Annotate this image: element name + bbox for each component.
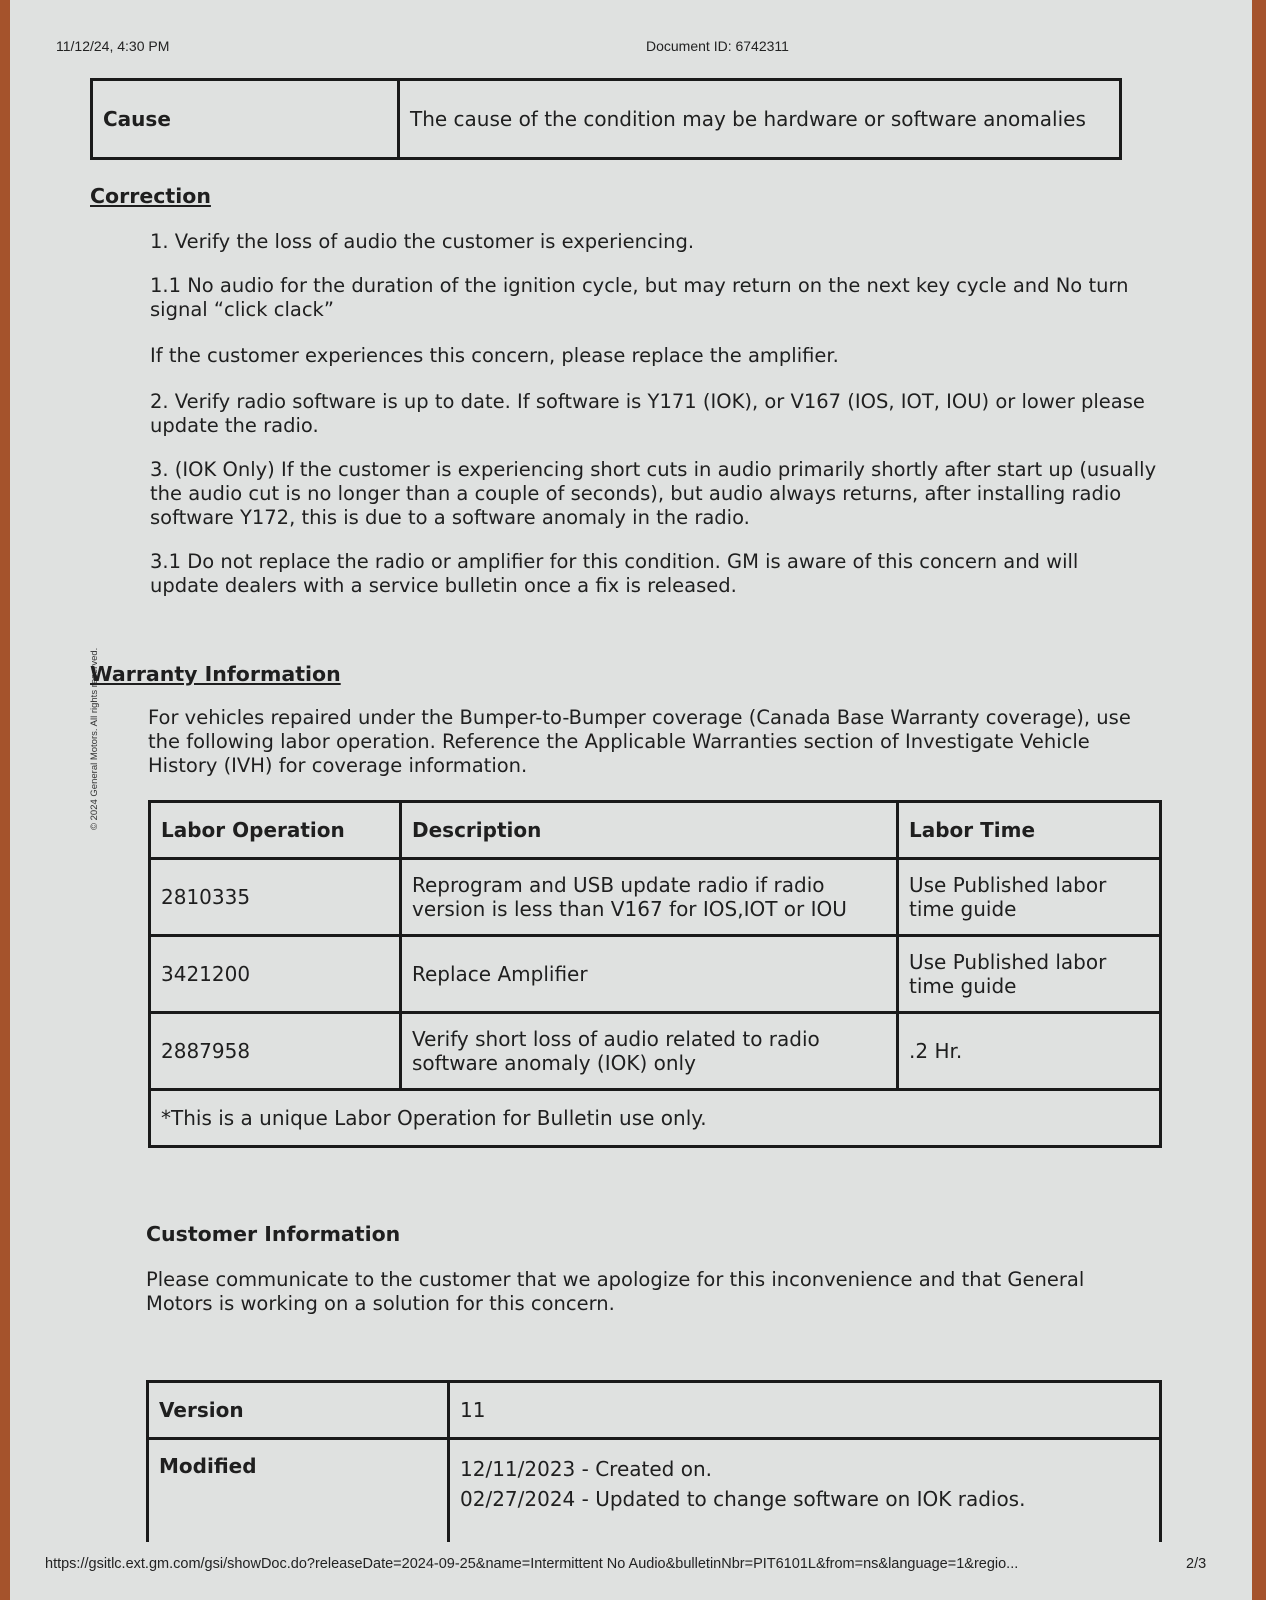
cause-table xyxy=(90,78,1122,160)
labor-table-footnote-row xyxy=(150,1090,1161,1147)
modified-row xyxy=(148,1439,1161,1543)
document-id: Document ID: 6742311 xyxy=(646,38,789,54)
version-value: 11 xyxy=(449,1382,1161,1439)
cause-row xyxy=(92,80,1121,159)
column-header-labor-operation: Labor Operation xyxy=(150,802,401,859)
labor-time-cell: .2 Hr. xyxy=(898,1013,1161,1090)
version-row xyxy=(148,1382,1161,1439)
version-label: Version xyxy=(148,1382,449,1439)
copyright-notice: © 2024 General Motors. All rights reserved. xyxy=(89,647,100,830)
labor-time-cell: Use Published labor time guide xyxy=(898,936,1161,1013)
modified-entry: 12/11/2023 - Created on. xyxy=(460,1457,712,1481)
cause-text: The cause of the condition may be hardware or software anomalies xyxy=(399,80,1121,159)
correction-step-3: 3. (IOK Only) If the customer is experiencing short cuts in audio primarily shortly after start up (usually the audio cut is no longer than a couple of seconds), but audio always returns, after installing radio software Y172, this is due to a software anomaly in the radio. xyxy=(150,458,1157,529)
warranty-intro: For vehicles repaired under the Bumper-to-Bumper coverage (Canada Base Warranty coverage), use the following labor operation. Reference the Applicable Warranties section of Investigate Vehicle History (IVH) for coverage information. xyxy=(148,706,1131,777)
modified-entry: 02/27/2024 - Updated to change software on IOK radios. xyxy=(460,1487,1026,1511)
labor-table xyxy=(148,800,1162,1148)
page-number: 2/3 xyxy=(1186,1556,1207,1572)
correction-step-1-1: 1.1 No audio for the duration of the ignition cycle, but may return on the next key cycle and No turn signal “click clack” xyxy=(150,274,1129,321)
warranty-heading: Warranty Information xyxy=(90,662,341,686)
correction-step-3-1: 3.1 Do not replace the radio or amplifier for this condition. GM is aware of this concern and will update dealers with a service bulletin once a fix is released. xyxy=(150,550,1079,597)
print-timestamp: 11/12/24, 4:30 PM xyxy=(56,38,170,54)
description-cell: Replace Amplifier xyxy=(401,936,898,1013)
footer-url: https://gsitlc.ext.gm.com/gsi/showDoc.do?releaseDate=2024-09-25&name=Intermittent No Audio&bulletinNbr=PIT6101L&from=ns&language=1&regio... xyxy=(45,1556,1019,1572)
customer-info-heading: Customer Information xyxy=(146,1222,401,1246)
column-header-description: Description xyxy=(401,802,898,859)
cause-label: Cause xyxy=(92,80,399,159)
labor-time-cell: Use Published labor time guide xyxy=(898,859,1161,936)
correction-heading: Correction xyxy=(90,184,211,208)
modified-value xyxy=(449,1439,1161,1543)
version-table xyxy=(146,1380,1162,1542)
labor-table-header xyxy=(150,802,1161,859)
correction-step-1: 1. Verify the loss of audio the customer is experiencing. xyxy=(150,230,695,253)
column-header-labor-time: Labor Time xyxy=(898,802,1161,859)
modified-label: Modified xyxy=(148,1439,449,1543)
labor-op-cell: 3421200 xyxy=(150,936,401,1013)
customer-info-text: Please communicate to the customer that we apologize for this inconvenience and that General Motors is working on a solution for this concern. xyxy=(146,1268,1085,1315)
correction-step-2: 2. Verify radio software is up to date. If software is Y171 (IOK), or V167 (IOS, IOT, IOU) or lower please update the radio. xyxy=(150,390,1145,437)
labor-op-cell: 2887958 xyxy=(150,1013,401,1090)
description-cell: Verify short loss of audio related to radio software anomaly (IOK) only xyxy=(401,1013,898,1090)
document-page xyxy=(10,0,1252,1600)
table-row xyxy=(150,1013,1161,1090)
table-row xyxy=(150,859,1161,936)
labor-table-footnote: *This is a unique Labor Operation for Bulletin use only. xyxy=(150,1090,1161,1147)
labor-op-cell: 2810335 xyxy=(150,859,401,936)
table-row xyxy=(150,936,1161,1013)
correction-note: If the customer experiences this concern, please replace the amplifier. xyxy=(150,344,839,367)
description-cell: Reprogram and USB update radio if radio version is less than V167 for IOS,IOT or IOU xyxy=(401,859,898,936)
